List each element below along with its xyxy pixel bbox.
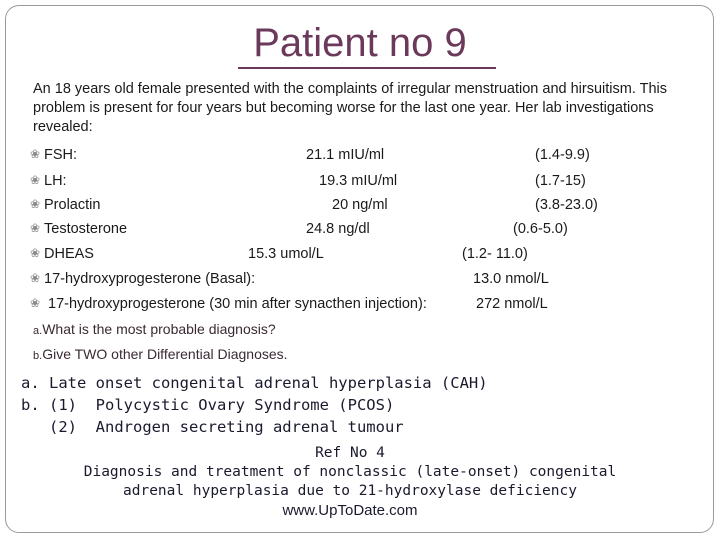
- lab-range-prolactin: (3.8-23.0): [535, 197, 598, 213]
- page-title: Patient no 9: [253, 21, 467, 65]
- lab-name-prolactin: ❀ Prolactin: [30, 197, 101, 213]
- lab-name-dheas: ❀ DHEAS: [30, 246, 94, 262]
- bullet-icon: ❀: [30, 197, 41, 211]
- answer-b1: b. (1) Polycystic Ovary Syndrome (PCOS): [21, 396, 395, 414]
- lab-value-17ohp-basal: 13.0 nmol/L: [473, 271, 549, 287]
- intro-paragraph: An 18 years old female presented with the complaints of irregular menstruation and hirsuitism. This problem is present for four years but becoming worse for the last one year. Her lab investigations revealed:: [33, 81, 668, 135]
- bullet-icon: ❀: [30, 221, 41, 235]
- reference-title-line1: Diagnosis and treatment of nonclassic (late-onset) congenital: [83, 464, 617, 480]
- reference-title-line2: adrenal hyperplasia due to 21-hydroxylase deficiency: [123, 483, 577, 499]
- lab-value-dheas: 15.3 umol/L: [248, 246, 324, 262]
- reference-label: Ref No 4: [315, 445, 385, 461]
- lab-name-testosterone: ❀ Testosterone: [30, 221, 128, 237]
- bullet-icon: ❀: [30, 246, 41, 260]
- lab-range-testosterone: (0.6-5.0): [513, 221, 568, 237]
- reference-block: [0, 444, 700, 520]
- bullet-icon: ❀: [30, 147, 41, 161]
- reference-site: www.UpToDate.com: [282, 502, 418, 519]
- lab-range-lh: (1.7-15): [535, 173, 586, 189]
- lab-name-17ohp-stim: ❀ 17-hydroxyprogesterone (30 min after synacthen injection):: [30, 296, 427, 312]
- bullet-icon: ❀: [30, 271, 41, 285]
- lab-value-lh: 19.3 mIU/ml: [319, 173, 398, 189]
- answers-block: [21, 372, 488, 438]
- answer-b2: (2) Androgen secreting adrenal tumour: [21, 418, 404, 436]
- lab-value-fsh: 21.1 mIU/ml: [306, 147, 385, 163]
- lab-name-17ohp-basal: ❀ 17-hydroxyprogesterone (Basal):: [30, 271, 256, 287]
- lab-range-dheas: (1.2- 11.0): [462, 246, 528, 262]
- lab-range-fsh: (1.4-9.9): [535, 147, 590, 163]
- lab-value-prolactin: 20 ng/ml: [332, 197, 388, 213]
- answer-a: a. Late onset congenital adrenal hyperplasia (CAH): [21, 374, 488, 392]
- lab-value-testosterone: 24.8 ng/dl: [306, 221, 370, 237]
- bullet-icon: ❀: [30, 173, 41, 187]
- title-underline: [238, 67, 496, 69]
- bullet-icon: ❀: [30, 296, 41, 310]
- lab-name-lh: ❀ LH:: [30, 173, 67, 189]
- lab-value-17ohp-stim: 272 nmol/L: [476, 296, 548, 312]
- lab-name-fsh: ❀ FSH:: [30, 147, 78, 163]
- question-a: a.What is the most probable diagnosis?: [33, 321, 276, 337]
- question-b: b.Give TWO other Differential Diagnoses.: [33, 346, 288, 362]
